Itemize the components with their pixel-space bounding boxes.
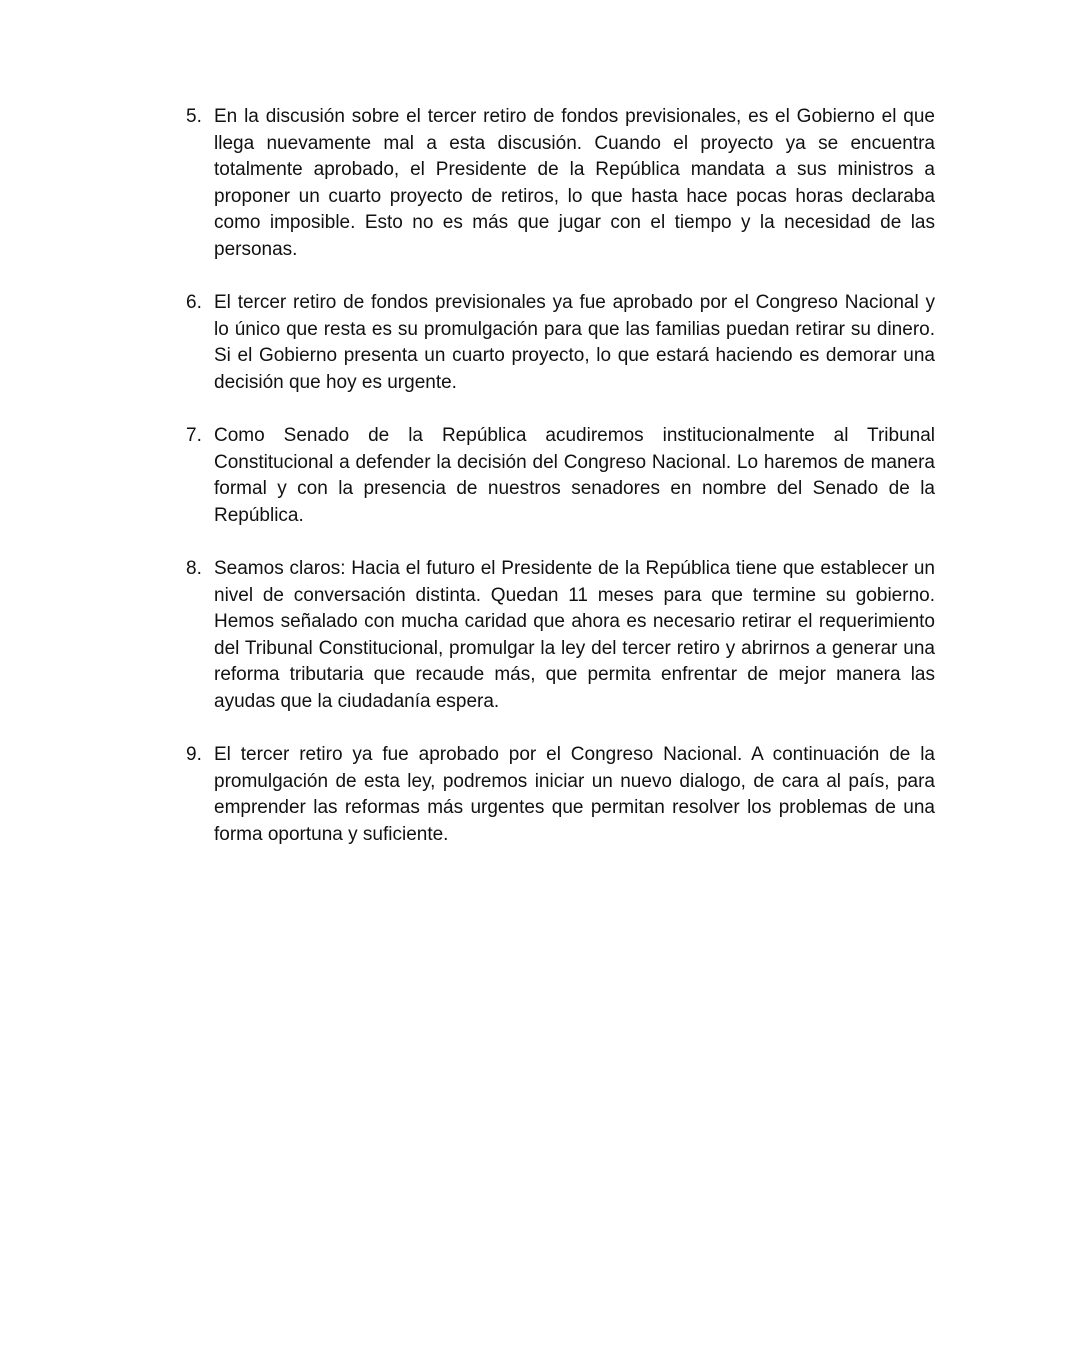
list-item-text: Como Senado de la República acudiremos institucionalmente al Tribunal Constitucional a defender la decisión del Congreso Nacional. Lo haremos de manera formal y con la presencia de nuestros senadores en nombre del Senado de la República. (214, 425, 935, 526)
list-item (186, 104, 935, 263)
list-item-text: El tercer retiro de fondos previsionales ya fue aprobado por el Congreso Nacional y lo único que resta es su promulgación para que las familias puedan retirar su dinero. Si el Gobierno presenta un cuarto proyecto, lo que estará haciendo es demorar una decisión que hoy es urgente. (214, 292, 935, 393)
list-item (186, 423, 935, 529)
list-item-number: 5. (186, 106, 202, 127)
list-item-number: 7. (186, 425, 202, 446)
list-item-text: Seamos claros: Hacia el futuro el Presidente de la República tiene que establecer un nivel de conversación distinta. Quedan 11 meses para que termine su gobierno. Hemos señalado con mucha caridad que ahora es necesario retirar el requerimiento del Tribunal Constitucional, promulgar la ley del tercer retiro y abrirnos a generar una reforma tributaria que recaude más, que permita enfrentar de mejor manera las ayudas que la ciudadanía espera. (214, 558, 935, 712)
list-item (186, 556, 935, 715)
list-item (186, 290, 935, 396)
list-item-number: 8. (186, 558, 202, 579)
list-item-text: En la discusión sobre el tercer retiro de fondos previsionales, es el Gobierno el que llega nuevamente mal a esta discusión. Cuando el proyecto ya se encuentra totalmente aprobado, el Presidente de la República mandata a sus ministros a proponer un cuarto proyecto de retiros, lo que hasta hace pocas horas declaraba como imposible. Esto no es más que jugar con el tiempo y la necesidad de las personas. (214, 106, 935, 260)
list-item-text: El tercer retiro ya fue aprobado por el Congreso Nacional. A continuación de la promulgación de esta ley, podremos iniciar un nuevo dialogo, de cara al país, para emprender las reformas más urgentes que permitan resolver los problemas de una forma oportuna y suficiente. (214, 744, 935, 845)
list-item (186, 742, 935, 848)
list-item-number: 6. (186, 292, 202, 313)
list-item-number: 9. (186, 744, 202, 765)
